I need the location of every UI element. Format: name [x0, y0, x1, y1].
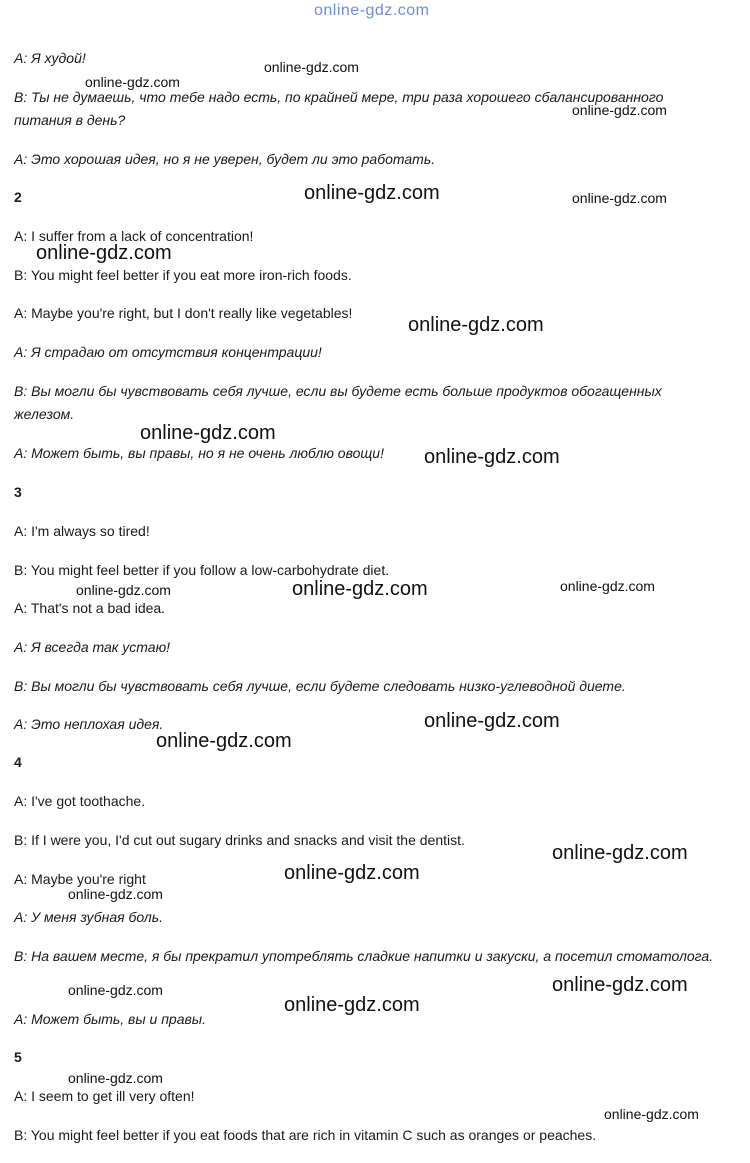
watermark: online-gdz.com [284, 994, 420, 1016]
dialogue-line: A: Maybe you're right [14, 871, 146, 887]
dialogue-line: B: You might feel better if you eat foods that are rich in vitamin C such as oranges or peaches. [14, 1127, 597, 1143]
watermark: online-gdz.com [424, 446, 560, 468]
dialogue-line: A: That's not a bad idea. [14, 600, 166, 616]
dialogue-line: A: Я всегда так устаю! [14, 639, 170, 655]
dialogue-line: A: Это хорошая идея, но я не уверен, будет ли это работать. [14, 151, 436, 167]
watermark: online-gdz.com [572, 102, 667, 118]
dialogue-line: A: I've got toothache. [14, 793, 146, 809]
watermark: online-gdz.com [140, 422, 276, 444]
dialogue-line: B: На вашем месте, я бы прекратил употреблять сладкие напитки и закуски, а посетил стоматолога. [14, 948, 714, 964]
section-number: 3 [14, 484, 22, 500]
section-number: 5 [14, 1049, 22, 1065]
dialogue-line: A: У меня зубная боль. [14, 909, 163, 925]
dialogue-line: A: Maybe you're right, but I don't really like vegetables! [14, 305, 353, 321]
dialogue-line: A: Это неплохая идея. [14, 716, 164, 732]
watermark: online-gdz.com [76, 582, 171, 598]
watermark: online-gdz.com [264, 59, 359, 75]
watermark: online-gdz.com [572, 190, 667, 206]
dialogue-line: B: If I were you, I'd cut out sugary drinks and snacks and visit the dentist. [14, 832, 465, 848]
watermark: online-gdz.com [424, 710, 560, 732]
dialogue-line: B: Ты не думаешь, что тебе надо есть, по крайней мере, три раза хорошего сбалансированного питания в день? [14, 89, 664, 128]
watermark: online-gdz.com [68, 982, 163, 998]
dialogue-line: B: You might feel better if you eat more iron-rich foods. [14, 267, 352, 283]
watermark: online-gdz.com [304, 182, 440, 204]
watermark: online-gdz.com [68, 886, 163, 902]
watermark: online-gdz.com [156, 730, 292, 752]
watermark: online-gdz.com [552, 842, 688, 864]
dialogue-line: B: Вы могли бы чувствовать себя лучше, если вы будете есть больше продуктов обогащенных железом. [14, 383, 662, 422]
watermark: online-gdz.com [68, 1070, 163, 1086]
section-number: 2 [14, 189, 22, 205]
dialogue-line: A: Я страдаю от отсутствия концентрации! [14, 344, 322, 360]
section-number: 4 [14, 754, 22, 770]
dialogue-line: A: I suffer from a lack of concentration! [14, 228, 254, 244]
dialogue-line: B: You might feel better if you follow a low-carbohydrate diet. [14, 562, 390, 578]
watermark: online-gdz.com [552, 974, 688, 996]
dialogue-line: A: Может быть, вы и правы. [14, 1011, 207, 1027]
watermark: online-gdz.com [292, 578, 428, 600]
watermark: online-gdz.com [85, 74, 180, 90]
watermark: online-gdz.com [408, 314, 544, 336]
dialogue-line: A: I seem to get ill very often! [14, 1088, 195, 1104]
watermark: online-gdz.com [604, 1106, 699, 1122]
dialogue-line: A: Я худой! [14, 50, 86, 66]
watermark: online-gdz.com [36, 242, 172, 264]
dialogue-line: A: I'm always so tired! [14, 523, 150, 539]
header-watermark: online-gdz.com [314, 2, 430, 19]
watermark: online-gdz.com [560, 578, 655, 594]
dialogue-line: B: Вы могли бы чувствовать себя лучше, если будете следовать низко-углеводной диете. [14, 678, 626, 694]
dialogue-line: A: Может быть, вы правы, но я не очень люблю овощи! [14, 445, 384, 461]
watermark: online-gdz.com [284, 862, 420, 884]
